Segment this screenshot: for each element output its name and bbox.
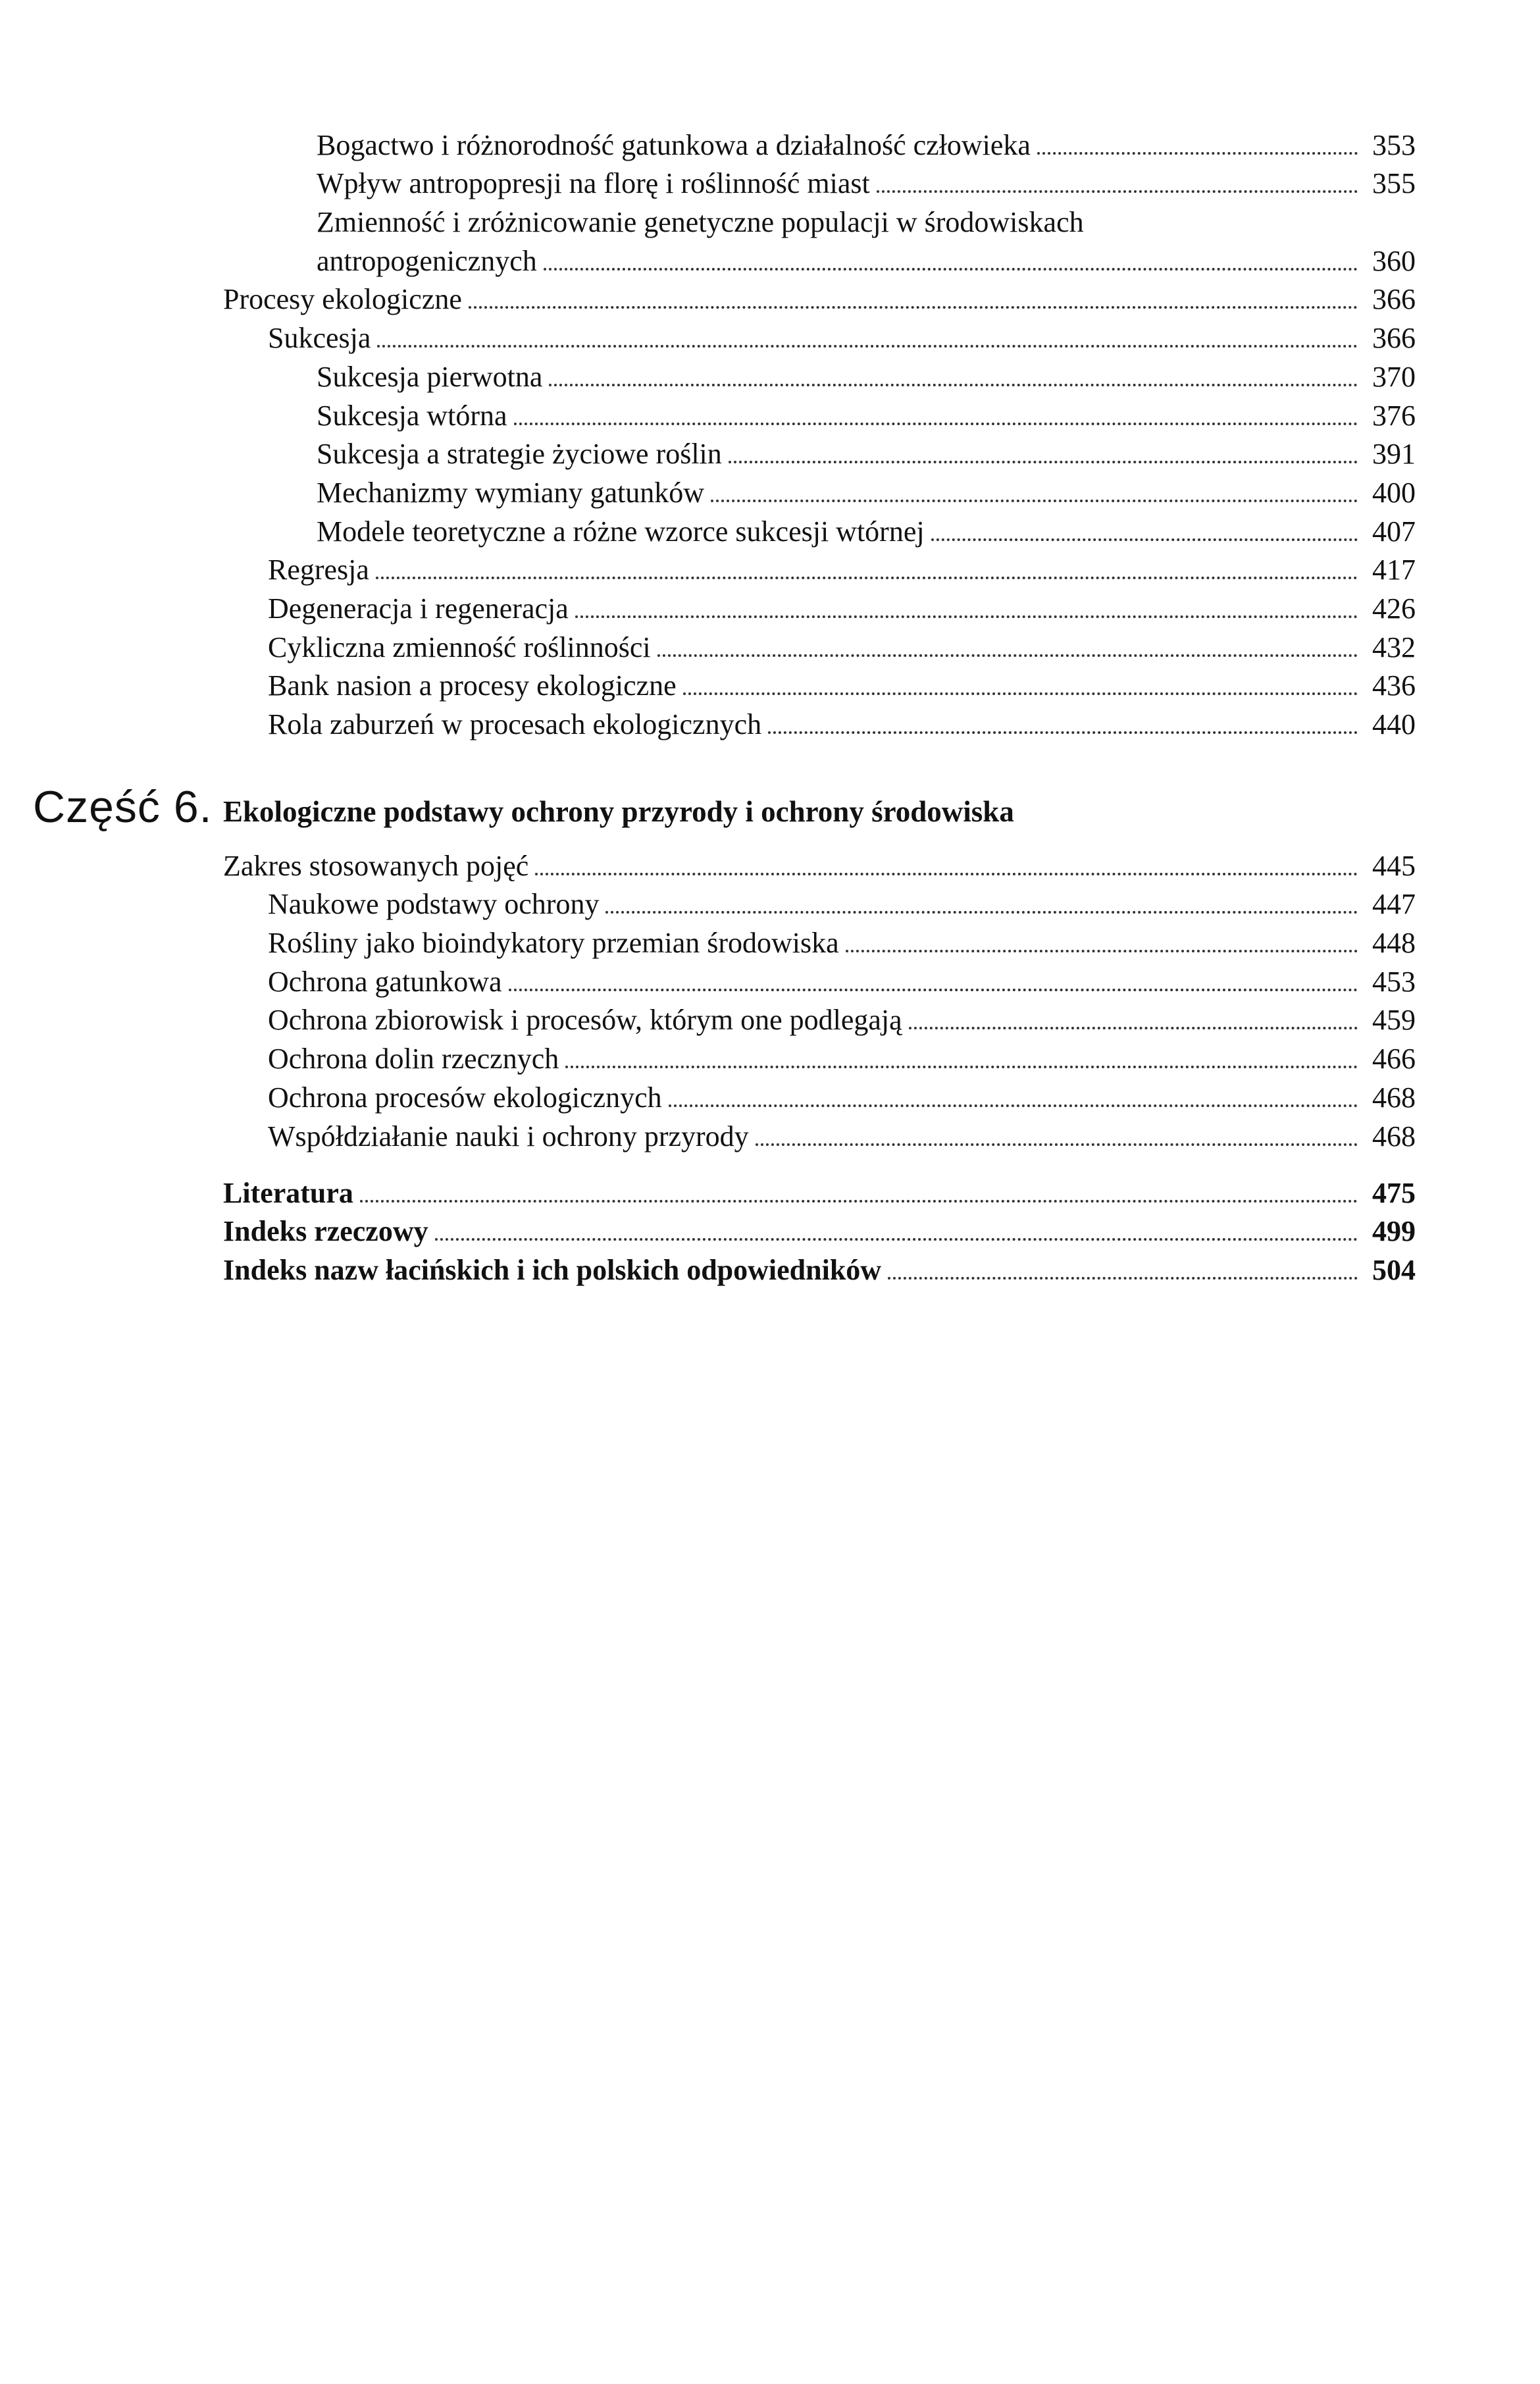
toc-entry xyxy=(223,1114,1416,1153)
dot-leader xyxy=(669,1104,1358,1107)
toc-entry-page: 360 xyxy=(1372,244,1416,277)
toc-entry-title: antropogenicznych xyxy=(317,244,537,277)
dot-leader xyxy=(575,615,1358,618)
toc-entry-title: Naukowe podstawy ochrony xyxy=(268,888,600,921)
toc-entry-page: 400 xyxy=(1372,476,1416,509)
toc-entry-page: 448 xyxy=(1372,927,1416,960)
toc-entry-page: 468 xyxy=(1372,1120,1416,1153)
toc-entry-page: 366 xyxy=(1372,283,1416,316)
toc-entry-page: 355 xyxy=(1372,167,1416,200)
toc-entry-title: Sukcesja pierwotna xyxy=(317,360,543,393)
dot-leader xyxy=(729,461,1358,463)
toc-entry xyxy=(223,393,1416,432)
toc-section-top xyxy=(223,122,1416,740)
dot-leader xyxy=(877,190,1358,193)
toc-entry-title: Ochrona dolin rzecznych xyxy=(268,1043,559,1075)
toc-entry xyxy=(223,702,1416,740)
toc-entry xyxy=(223,315,1416,354)
toc-entry xyxy=(223,663,1416,702)
part-heading xyxy=(33,770,1415,832)
dot-leader xyxy=(683,692,1358,695)
toc-entry-title: Ochrona procesów ekologicznych xyxy=(268,1081,662,1114)
dot-leader xyxy=(376,577,1358,579)
toc-entry-title: Bogactwo i różnorodność gatunkowa a działalność człowieka xyxy=(317,128,1031,161)
toc-entry xyxy=(223,959,1416,998)
toc-entry-page: 453 xyxy=(1372,965,1416,998)
toc-entry-title: Cykliczna zmienność roślinności xyxy=(268,631,651,663)
toc-entry-title: Sukcesja wtórna xyxy=(317,399,507,432)
toc-entry-title: Zakres stosowanych pojęć xyxy=(223,849,529,882)
toc-entry xyxy=(223,122,1416,161)
dot-leader xyxy=(514,423,1358,425)
toc-entry-title: Regresja xyxy=(268,554,369,586)
toc-entry xyxy=(223,238,1416,277)
toc-entry xyxy=(223,920,1416,959)
dot-leader xyxy=(888,1277,1358,1280)
toc-entry-title: Indeks rzeczowy xyxy=(223,1215,428,1248)
toc-entry-title: Sukcesja a strategie życiowe roślin xyxy=(317,438,722,471)
toc-entry xyxy=(223,1247,1416,1286)
toc-entry xyxy=(223,843,1416,882)
toc-entry-page: 391 xyxy=(1372,438,1416,471)
toc-entry xyxy=(223,354,1416,393)
toc-entry xyxy=(223,199,1416,238)
dot-leader xyxy=(1037,152,1358,155)
toc-entry xyxy=(223,432,1416,471)
toc-entry-page: 447 xyxy=(1372,888,1416,921)
toc-entry-title: Mechanizmy wymiany gatunków xyxy=(317,476,704,509)
toc-entry-page: 445 xyxy=(1372,849,1416,882)
dot-leader xyxy=(535,873,1358,875)
dot-leader xyxy=(846,950,1358,952)
toc-entry xyxy=(223,277,1416,316)
toc-entry-page: 376 xyxy=(1372,399,1416,432)
toc-entry-page: 499 xyxy=(1372,1215,1416,1248)
dot-leader xyxy=(360,1200,1358,1203)
dot-leader xyxy=(909,1027,1358,1029)
dot-leader xyxy=(469,306,1358,309)
toc-entry xyxy=(223,1209,1416,1248)
toc-entry xyxy=(223,1036,1416,1075)
toc-entry-title: Indeks nazw łacińskich i ich polskich odpowiedników xyxy=(223,1254,882,1287)
dot-leader xyxy=(711,500,1358,502)
toc-entry xyxy=(223,625,1416,663)
dot-leader xyxy=(544,268,1358,271)
dot-leader xyxy=(435,1238,1358,1241)
part-label: Część 6. xyxy=(33,782,213,832)
toc-entry-page: 407 xyxy=(1372,515,1416,548)
toc-entry-title: Współdziałanie nauki i ochrony przyrody xyxy=(268,1120,749,1153)
toc-entry xyxy=(223,1075,1416,1114)
toc-entry-title: Ochrona gatunkowa xyxy=(268,965,502,998)
toc-entry-page: 504 xyxy=(1372,1254,1416,1287)
toc-section-back-matter xyxy=(223,1170,1416,1286)
toc-entry xyxy=(223,548,1416,586)
toc-entry xyxy=(223,998,1416,1037)
toc-entry-page: 440 xyxy=(1372,708,1416,740)
dot-leader xyxy=(768,731,1358,734)
toc-entry-page: 366 xyxy=(1372,322,1416,355)
toc-section-part6 xyxy=(223,843,1416,1153)
toc-entry-page: 426 xyxy=(1372,592,1416,625)
toc-entry-page: 468 xyxy=(1372,1081,1416,1114)
toc-entry-title: Zmienność i zróżnicowanie genetyczne populacji w środowiskach xyxy=(317,206,1084,239)
toc-entry-page: 417 xyxy=(1372,554,1416,586)
toc-entry-title: Modele teoretyczne a różne wzorce sukcesji wtórnej xyxy=(317,515,925,548)
part-title: Ekologiczne podstawy ochrony przyrody i ochrony środowiska xyxy=(223,795,1014,828)
toc-entry-page: 370 xyxy=(1372,360,1416,393)
toc-entry-title: Degeneracja i regeneracja xyxy=(268,592,569,625)
dot-leader xyxy=(756,1143,1358,1146)
toc-entry-page: 353 xyxy=(1372,128,1416,161)
toc-entry-title: Rola zaburzeń w procesach ekologicznych xyxy=(268,708,762,740)
toc-entry xyxy=(223,509,1416,548)
dot-leader xyxy=(931,538,1358,541)
toc-entry-title: Literatura xyxy=(223,1176,353,1209)
dot-leader xyxy=(605,911,1358,914)
dot-leader xyxy=(509,989,1358,991)
dot-leader xyxy=(549,384,1358,386)
dot-leader xyxy=(565,1066,1358,1068)
toc-entry-page: 466 xyxy=(1372,1043,1416,1075)
toc-entry-page: 459 xyxy=(1372,1004,1416,1037)
toc-entry-page: 475 xyxy=(1372,1176,1416,1209)
toc-entry-title: Wpływ antropopresji na florę i roślinność miast xyxy=(317,167,870,200)
dot-leader xyxy=(657,654,1358,657)
toc-entry-page: 432 xyxy=(1372,631,1416,663)
toc-entry xyxy=(223,586,1416,625)
toc-entry-title: Bank nasion a procesy ekologiczne xyxy=(268,669,677,702)
toc-entry xyxy=(223,1170,1416,1209)
toc-entry xyxy=(223,882,1416,921)
toc-entry-title: Ochrona zbiorowisk i procesów, którym one podlegają xyxy=(268,1004,902,1037)
toc-entry-page: 436 xyxy=(1372,669,1416,702)
dot-leader xyxy=(377,345,1358,348)
toc-entry-title: Rośliny jako bioindykatory przemian środowiska xyxy=(268,927,839,960)
toc-entry xyxy=(223,161,1416,200)
toc-entry-title: Sukcesja xyxy=(268,322,371,355)
toc-entry-title: Procesy ekologiczne xyxy=(223,283,462,316)
toc-entry xyxy=(223,470,1416,509)
